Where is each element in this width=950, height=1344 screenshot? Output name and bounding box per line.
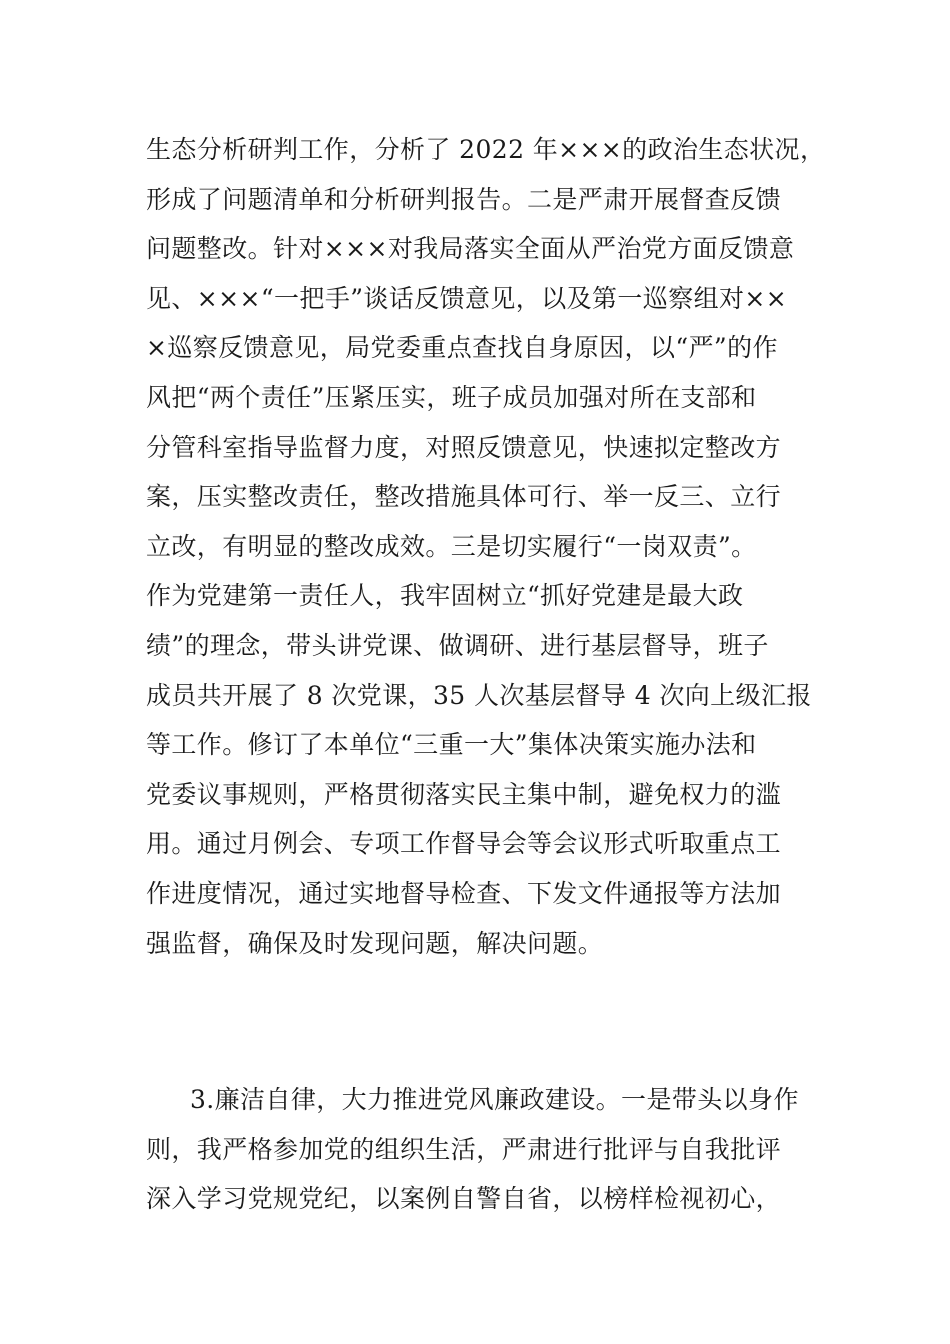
- paragraph-line: 见、×××“一把手”谈话反馈意见，以及第一巡察组对××: [146, 283, 788, 313]
- paragraph-line: 立改，有明显的整改成效。三是切实履行“一岗双责”。: [146, 531, 757, 561]
- paragraph-line: 风把“两个责任”压紧压实，班子成员加强对所在支部和: [146, 382, 757, 412]
- paragraph-line: 党委议事规则，严格贯彻落实民主集中制，避免权力的滥: [146, 779, 782, 809]
- paragraph-line: 作进度情况，通过实地督导检查、下发文件通报等方法加: [146, 878, 782, 908]
- paragraph-line: 作为党建第一责任人，我牢固树立“抓好党建是最大政: [146, 581, 744, 611]
- paragraph-line: ×巡察反馈意见，局党委重点查找自身原因，以“严”的作: [146, 333, 778, 363]
- paragraph-line: 等工作。修订了本单位“三重一大”集体决策实施办法和: [146, 730, 757, 760]
- paragraph-line: 问题整改。针对×××对我局落实全面从严治党方面反馈意: [146, 234, 795, 264]
- paragraph-line: 强监督，确保及时发现问题，解决问题。: [146, 928, 604, 958]
- paragraph-1: [146, 125, 826, 968]
- paragraph-line: 分管科室指导监督力度，对照反馈意见，快速拟定整改方: [146, 432, 782, 462]
- paragraph-line: 绩”的理念，带头讲党课、做调研、进行基层督导，班子: [146, 630, 769, 660]
- section-heading-line: 3.廉洁自律，大力推进党风廉政建设。一是带头以身作: [190, 1085, 799, 1114]
- paragraph-line: 生态分析研判工作，分析了 2022 年×××的政治生态状况，: [146, 135, 826, 164]
- paragraph-2: [146, 1075, 816, 1224]
- paragraph-line: 成员共开展了 8 次党课，35 人次基层督导 4 次向上级汇报: [146, 680, 812, 710]
- paragraph-line: 则，我严格参加党的组织生活，严肃进行批评与自我批评: [146, 1134, 782, 1164]
- paragraph-line: 形成了问题清单和分析研判报告。二是严肃开展督查反馈: [146, 184, 782, 214]
- paragraph-line: 用。通过月例会、专项工作督导会等会议形式听取重点工: [146, 829, 782, 859]
- paragraph-line: 案，压实整改责任，整改措施具体可行、举一反三、立行: [146, 482, 782, 512]
- paragraph-line: 深入学习党规党纪，以案例自警自省，以榜样检视初心，: [146, 1184, 782, 1214]
